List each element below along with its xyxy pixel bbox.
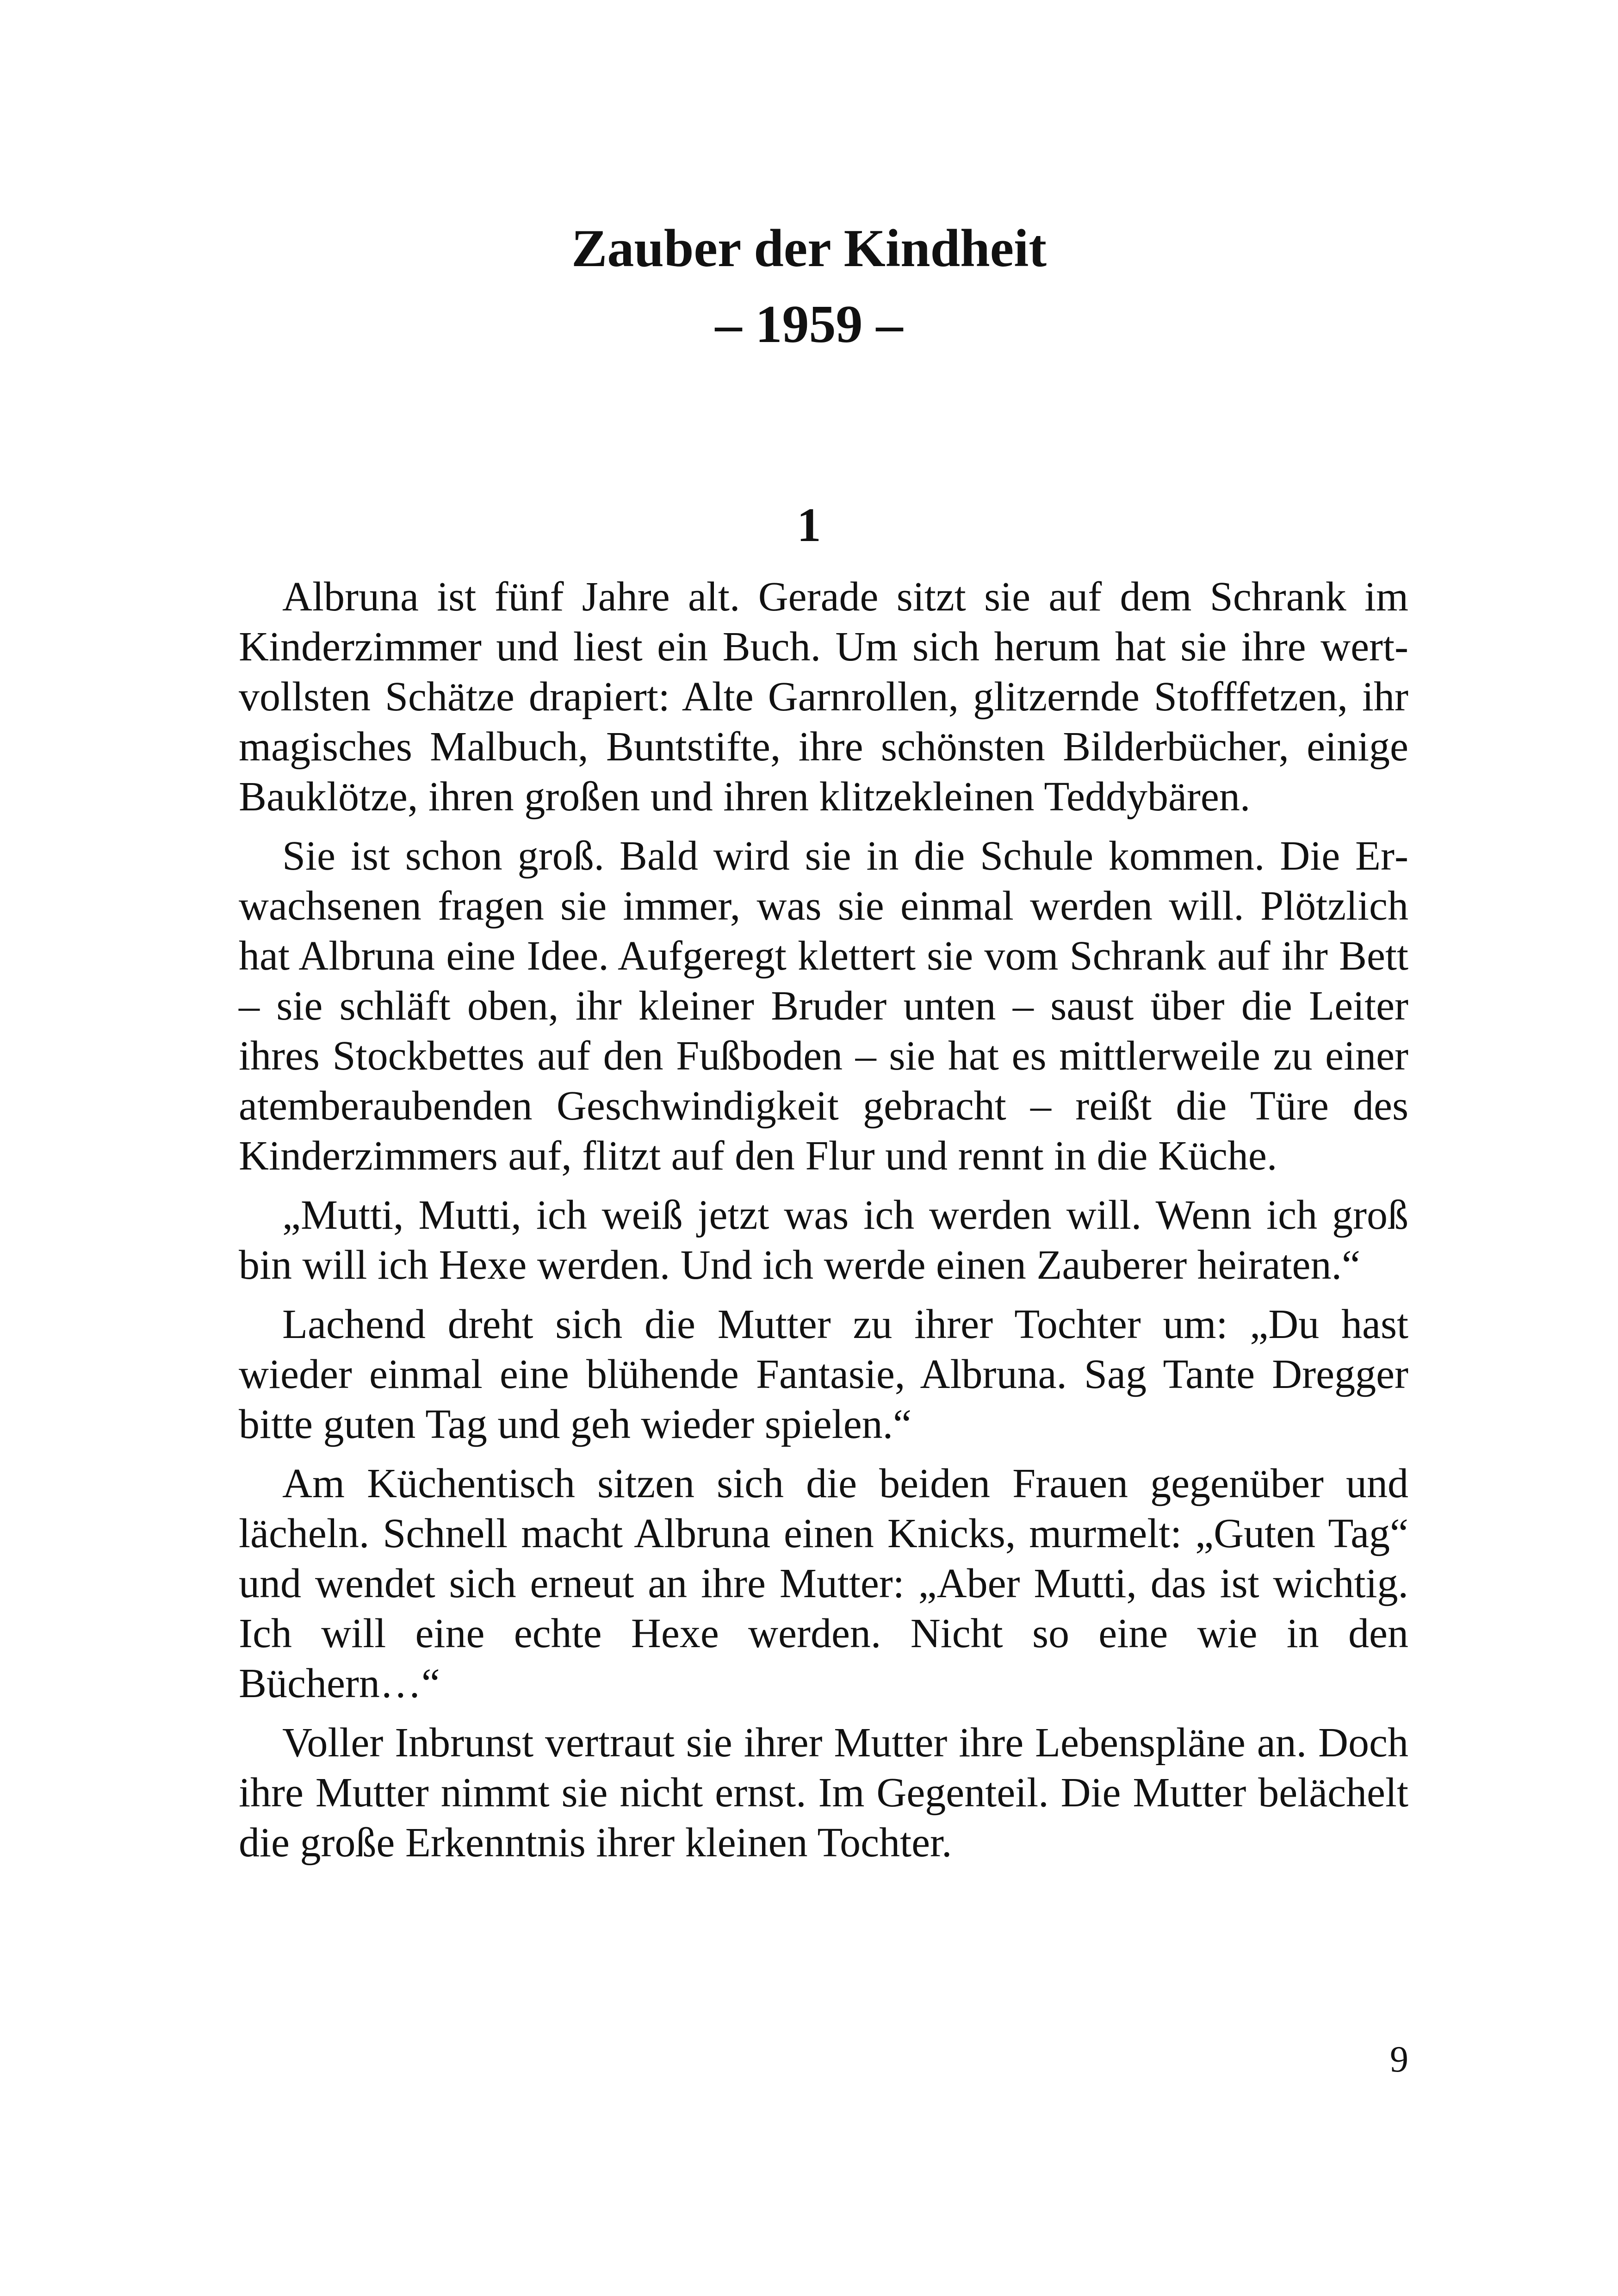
paragraph: Am Küchentisch sitzen sich die beiden Frauen gegenüber und lächeln. Schnell macht Albruna einen Knicks, murmelt: „Guten Tag“ und wendet sich erneut an ihre Mutter: „Aber Mutti, das ist wichtig. Ich will eine echte Hexe werden. Nicht so eine wie in den Büchern…“	[239, 1461, 1408, 1706]
page-number: 9	[1390, 2039, 1408, 2080]
chapter-title-text: Zauber der Kindheit	[571, 219, 1047, 278]
body-text	[239, 572, 1408, 1877]
paragraph: Sie ist schon groß. Bald wird sie in die Schule kommen. Die Erwachsenen fragen sie immer, was sie einmal werden will. Plötzlich hat Albruna eine Idee. Aufgeregt klettert sie vom Schrank auf ihr Bett – sie schläft oben, ihr kleiner Bruder unten – saust über die Leiter ihres Stockbettes auf den Fußboden – sie hat es mittlerweile zu einer atemberaubenden Geschwindigkeit gebracht – reißt die Türe des Kinderzimmers auf, flitzt auf den Flur und rennt in die Küche.	[239, 833, 1408, 1179]
paragraph: Albruna ist fünf Jahre alt. Gerade sitzt sie auf dem Schrank im Kinderzimmer und liest ein Buch. Um sich herum hat sie ihre wertvollsten Schätze drapiert: Alte Garnrollen, glitzernde Stofffetzen, ihr magisches Malbuch, Buntstifte, ihre schönsten Bilderbücher, einige Bauklötze, ihren großen und ihren klitzekleinen Teddybären.	[239, 574, 1408, 820]
paragraph: „Mutti, Mutti, ich weiß jetzt was ich werden will. Wenn ich groß bin will ich Hexe werden. Und ich werde einen Zauberer heiraten.“	[239, 1192, 1408, 1288]
paragraph: Voller Inbrunst vertraut sie ihrer Mutter ihre Lebenspläne an. Doch ihre Mutter nimmt sie nicht ernst. Im Gegenteil. Die Mutter belächelt die große Erkenntnis ihrer kleinen Tochter.	[239, 1720, 1408, 1866]
paragraph: Lachend dreht sich die Mutter zu ihrer Tochter um: „Du hast wieder einmal eine blühende Fantasie, Albruna. Sag Tante Dregger bitte guten Tag und geh wieder spielen.“	[239, 1301, 1408, 1447]
chapter-year: – 1959 –	[715, 295, 903, 354]
section-number: 1	[797, 498, 821, 552]
chapter-title	[0, 211, 1618, 362]
